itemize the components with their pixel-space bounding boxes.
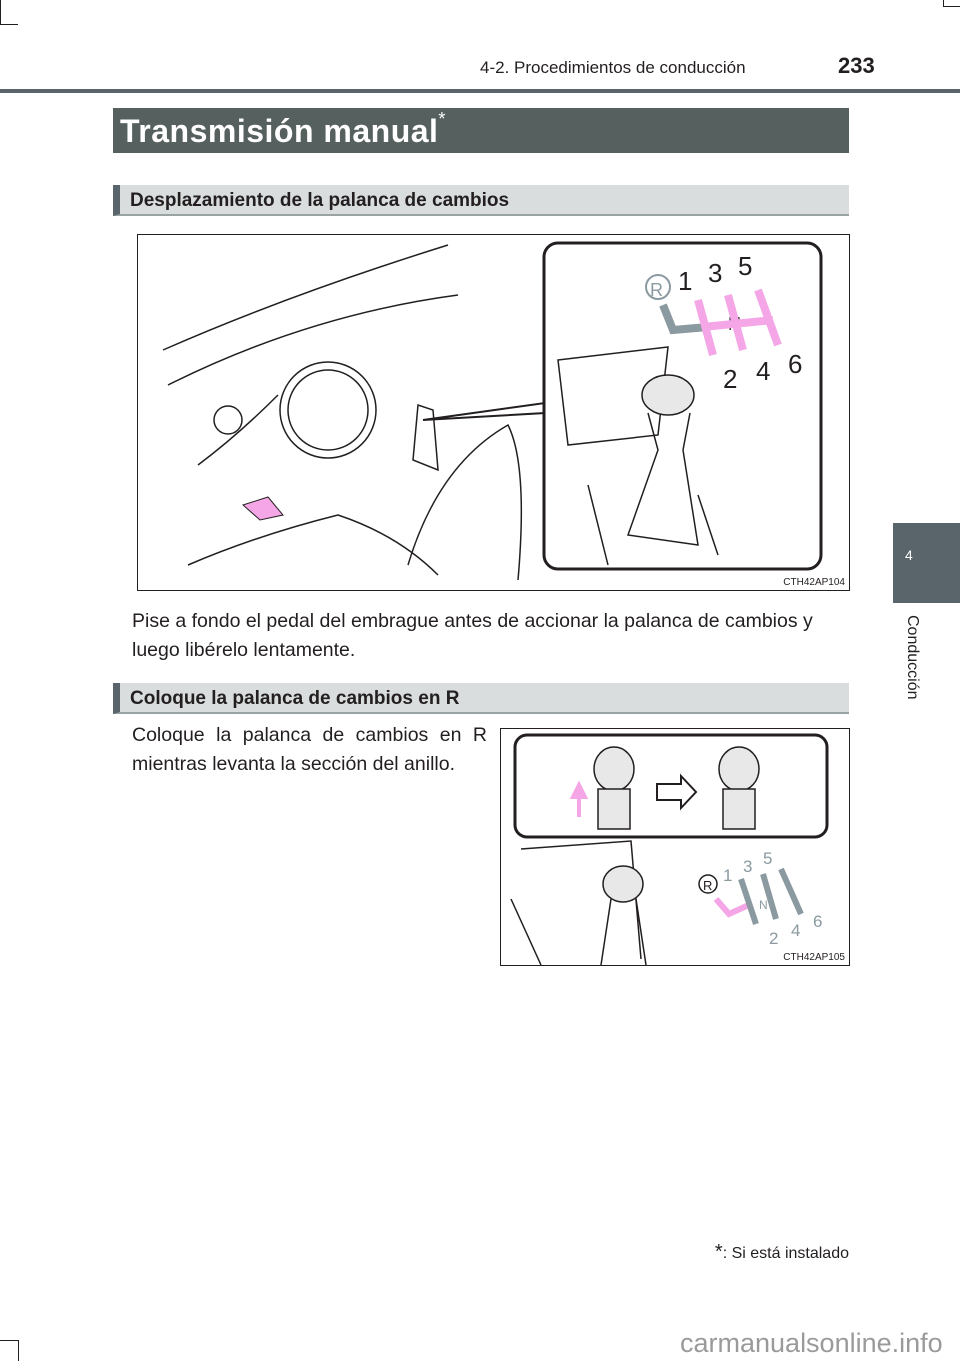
gear-label-2: 2 [769,929,779,948]
body-text: Pise a fondo el pedal del embrague antes de accionar la palanca de cambios y luego libérelo lentamente. [132,610,813,661]
figure-shift-lever-interior [137,234,850,591]
gear-label-3: 3 [743,857,753,876]
gear-label-4: 4 [756,356,771,386]
gear-label-2: 2 [723,364,738,394]
figure-code: CTH42AP104 [783,577,845,588]
header-rule [0,89,960,93]
section-heading-reverse [113,683,849,714]
title-asterisk: * [438,109,446,129]
section-heading-text: Desplazamiento de la palanca de cambios [130,190,510,211]
page-number: 233 [838,53,875,78]
page-title-text: Transmisión manual [120,113,439,149]
gear-label-1: 1 [723,866,733,885]
section-header: 4-2. Procedimientos de conducción [480,58,746,77]
gear-label-6: 6 [813,912,823,931]
section-heading-shift [113,185,849,216]
shift-arrows-icon [741,869,801,924]
crop-mark [0,1340,18,1341]
crop-mark [0,0,1,24]
gear-label-6: 6 [788,349,803,379]
gear-label-r: R [703,878,713,893]
gear-label-3: 3 [708,258,723,288]
chapter-label: Conducción [904,615,921,700]
watermark: carmanualsonline.info [680,1328,943,1358]
gear-label-5: 5 [763,849,773,868]
body-text: Coloque la palanca de cambios en R mientras levanta la sección del anillo. [132,724,487,775]
crop-mark [0,24,18,25]
chapter-tab[interactable] [893,523,960,603]
footnote [715,1241,849,1264]
reverse-lever-illustration [501,729,849,965]
gear-label-4: 4 [791,921,801,940]
footnote-mark: * [714,1241,723,1263]
section-heading-text: Coloque la palanca de cambios en R [130,688,460,709]
page-title [120,109,446,150]
figure-code: CTH42AP105 [783,952,845,963]
footnote-text: : Si está instalado [722,1245,849,1262]
gear-label-5: 5 [738,251,753,281]
gear-label-1: 1 [678,266,693,296]
crop-mark [18,1340,19,1361]
figure-reverse-shift [500,728,850,966]
chapter-number: 4 [905,547,913,563]
gear-label-n: N [759,898,768,912]
gear-label-n: N [728,314,741,334]
crop-mark [943,6,960,7]
car-interior-illustration [138,235,849,590]
page-title-bar [113,108,849,153]
gear-label-r: R [650,280,663,300]
